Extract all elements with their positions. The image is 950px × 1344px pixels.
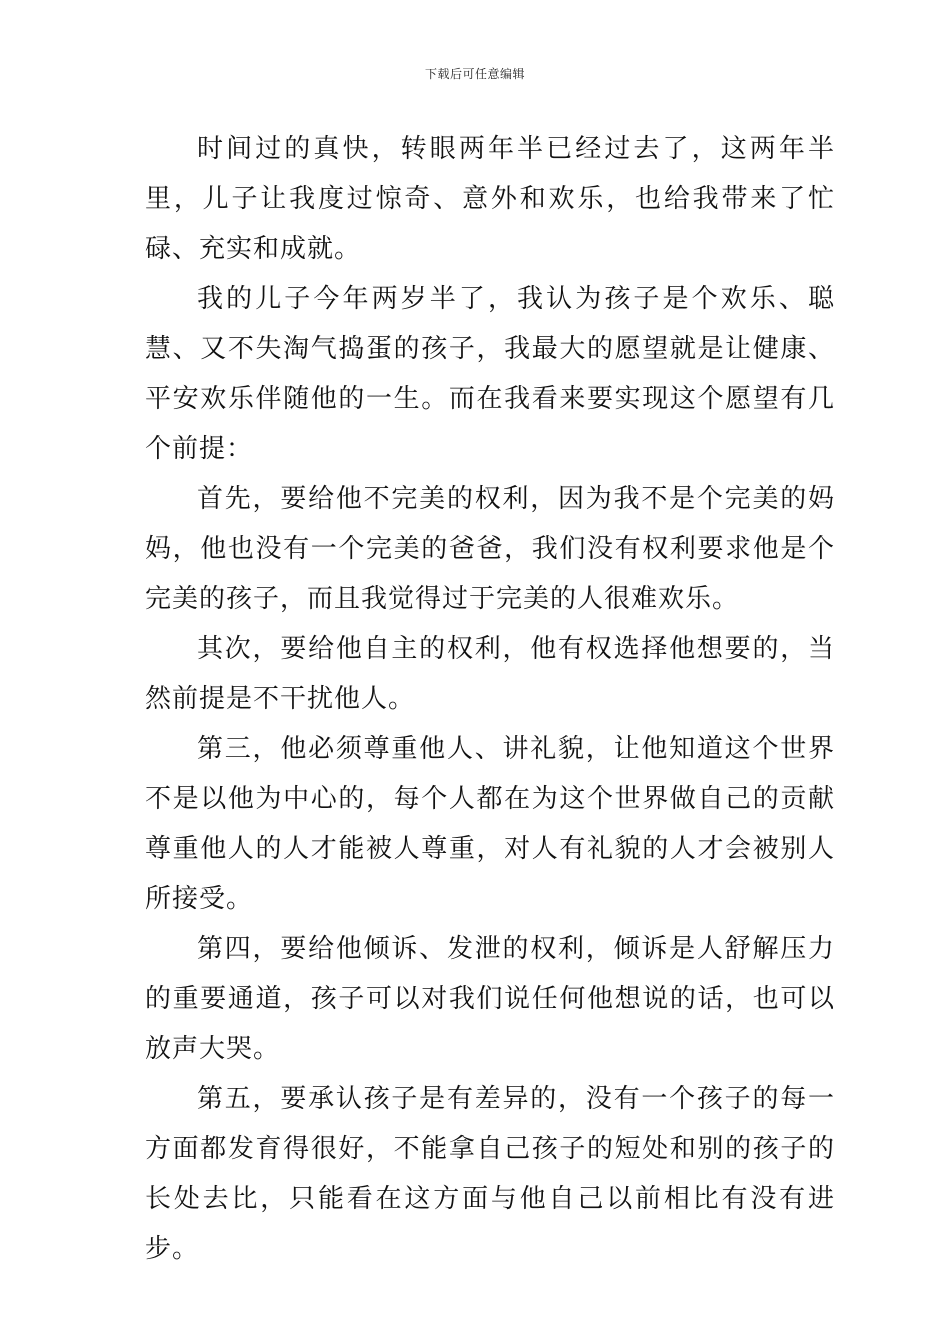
paragraph-4: 其次，要给他自主的权利，他有权选择他想要的，当然前提是不干扰他人。 xyxy=(145,634,835,714)
header-note: 下载后可任意编辑 xyxy=(424,67,525,81)
paragraph-2: 我的儿子今年两岁半了，我认为孩子是个欢乐、聪慧、又不失淘气捣蛋的孩子，我最大的愿望就是让健康、平安欢乐伴随他的一生。而在我看来要实现这个愿望有几个前提： xyxy=(145,284,835,464)
paragraph-3: 首先，要给他不完美的权利，因为我不是个完美的妈妈，他也没有一个完美的爸爸，我们没有权利要求他是个完美的孩子，而且我觉得过于完美的人很难欢乐。 xyxy=(145,484,835,614)
paragraph-7: 第五，要承认孩子是有差异的，没有一个孩子的每一方面都发育得很好，不能拿自己孩子的短处和别的孩子的长处去比，只能看在这方面与他自己以前相比有没有进步。 xyxy=(145,1084,835,1264)
paragraph-6: 第四，要给他倾诉、发泄的权利，倾诉是人舒解压力的重要通道，孩子可以对我们说任何他想说的话，也可以放声大哭。 xyxy=(145,934,835,1064)
document-body xyxy=(145,124,835,1274)
paragraph-1: 时间过的真快，转眼两年半已经过去了，这两年半里，儿子让我度过惊奇、意外和欢乐，也给我带来了忙碌、充实和成就。 xyxy=(145,134,835,264)
paragraph-5: 第三，他必须尊重他人、讲礼貌，让他知道这个世界不是以他为中心的，每个人都在为这个世界做自己的贡献尊重他人的人才能被人尊重，对人有礼貌的人才会被别人所接受。 xyxy=(145,734,835,914)
